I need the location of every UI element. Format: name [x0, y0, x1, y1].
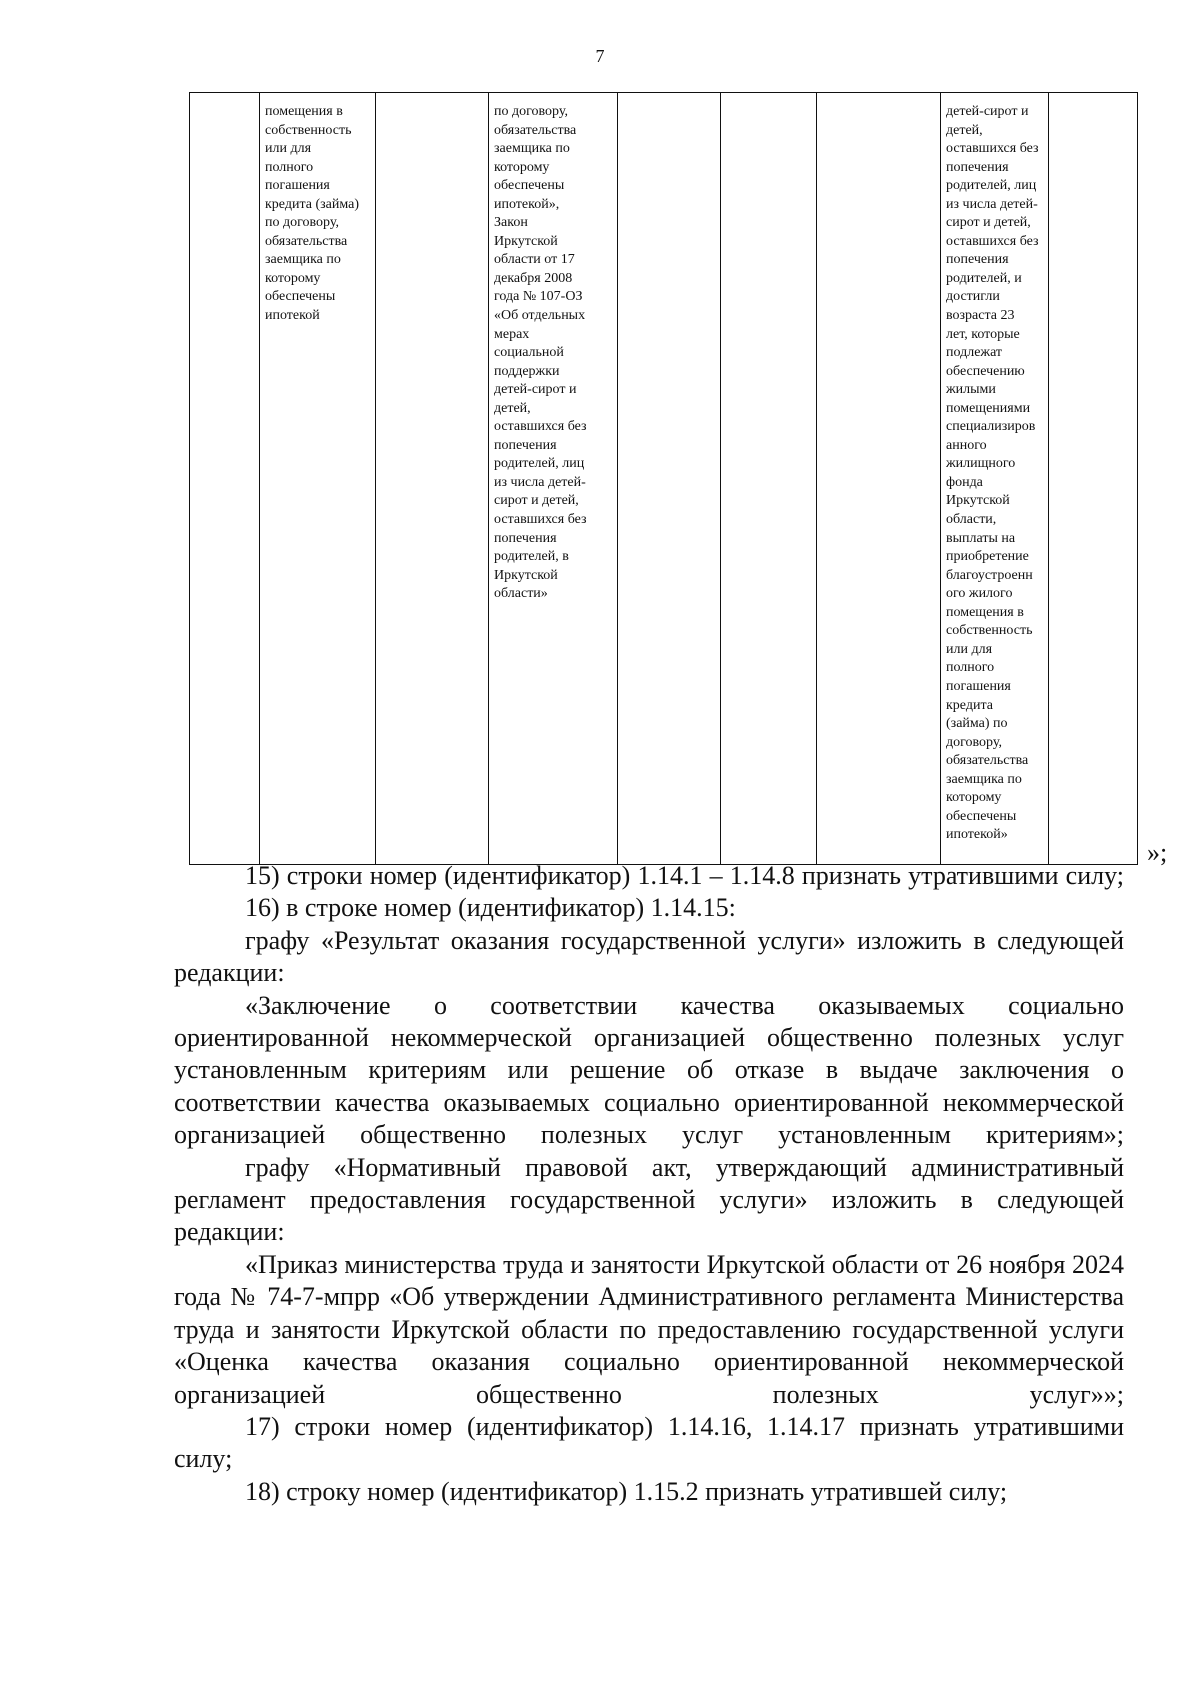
table-cell: [489, 93, 618, 865]
continuation-table: [189, 92, 1138, 865]
table-cell: [376, 93, 489, 865]
item-17: 17) строки номер (идентификатор) 1.14.16, 1.14.17 признать утратившими силу;: [174, 1411, 1124, 1474]
item-16-act-text: «Приказ министерства труда и занятости Иркутской области от 26 ноября 2024 года № 74-7-мпрр «Об утверждении Административного регламента Министерства труда и занятости Иркутской области по предоставлению государственной услуги «Оценка качества оказания социально ориентированной некоммерческой организацией общественно полезных услуг»»;: [174, 1249, 1124, 1409]
table-row: [190, 93, 1138, 865]
item-16: 16) в строке номер (идентификатор) 1.14.15:: [245, 893, 736, 923]
table-cell: [941, 93, 1049, 865]
item-15: 15) строки номер (идентификатор) 1.14.1 – 1.14.8 признать утратившими силу;: [245, 861, 1124, 890]
amendments-text: [174, 860, 1124, 1508]
table-cell: [817, 93, 941, 865]
item-16-act-column: графу «Нормативный правовой акт, утверждающий административный регламент предоставления государственной услуги» изложить в следующей редакции:: [174, 1152, 1124, 1247]
table-cell: [1049, 93, 1138, 865]
table-cell: [260, 93, 376, 865]
page-number: 7: [595, 46, 605, 66]
table-cell: [618, 93, 721, 865]
cell-text: по договору, обязательства заемщика по которому обеспечены ипотекой», Закон Иркутской области от 17 декабря 2008 года № 107-ОЗ «Об отдельных мерах социальной поддержки детей-сирот и детей, оставшихся без попечения родителей, лиц из числа детей- сирот и детей, оставшихся без попечения родителей, в Иркутской области»: [494, 104, 587, 602]
table-cell: [190, 93, 260, 865]
item-16-result-text: «Заключение о соответствии качества оказываемых социально ориентированной некоммерческой организацией общественно полезных услуг установленным критериям или решение об отказе в выдаче заключения о соответствии качества оказываемых социально ориентированной некоммерческой организацией общественно полезных услуг установленным критериям»;: [174, 990, 1124, 1150]
cell-text: детей-сирот и детей, оставшихся без попечения родителей, лиц из числа детей- сирот и детей, оставшихся без попечения родителей, и достигли возраста 23 лет, которые подлежат обеспечению жилыми помещениями специализиров анного жилищного фонда Иркутской области, выплаты на приобретение благоустроенн ого жилого помещения в собственность или для полного погашения кредита (займа) по договору, обязательства заемщика по которому обеспечены ипотекой»: [946, 104, 1039, 843]
cell-text: помещения в собственность или для полного погашения кредита (займа) по договору, обязательства заемщика по которому обеспечены ипотекой: [265, 104, 359, 324]
item-18: 18) строку номер (идентификатор) 1.15.2 признать утратившей силу;: [245, 1476, 1008, 1506]
table-closing-quote: »;: [1147, 838, 1168, 867]
item-16-result-column: графу «Результат оказания государственной услуги» изложить в следующей редакции:: [174, 925, 1124, 988]
table-cell: [721, 93, 817, 865]
